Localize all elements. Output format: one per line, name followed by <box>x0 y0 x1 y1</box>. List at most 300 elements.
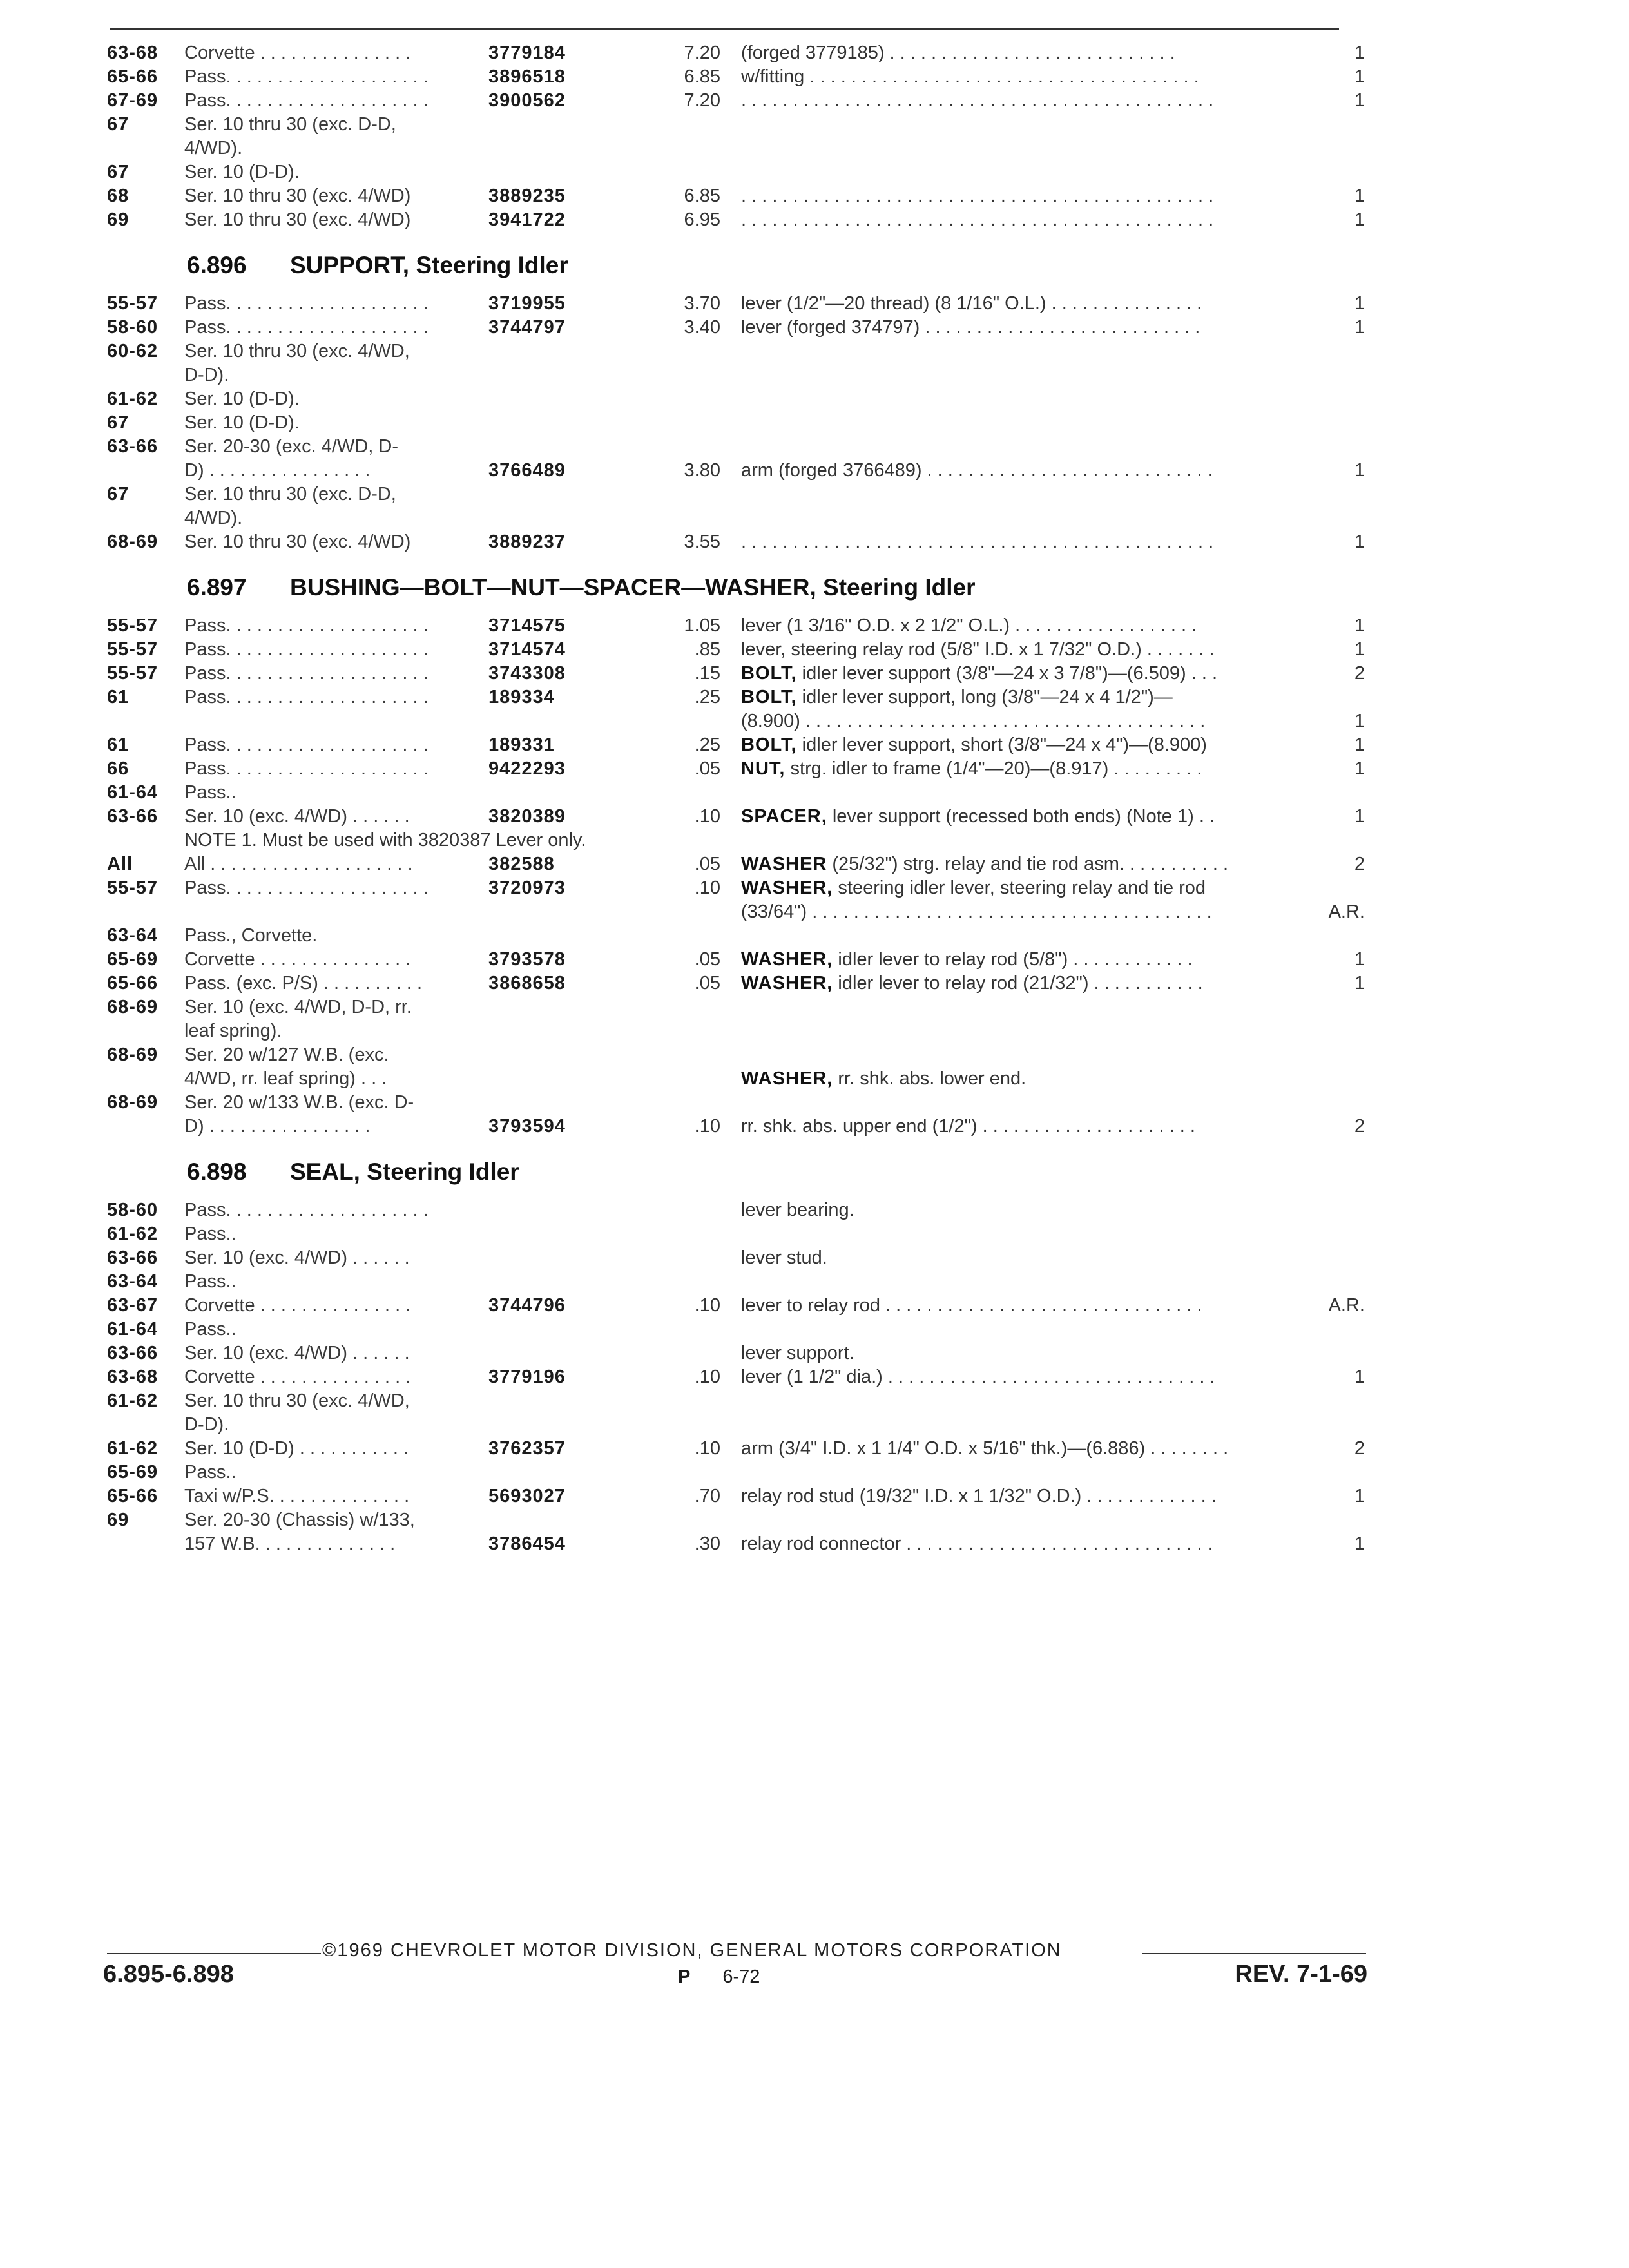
part-row <box>0 387 1629 410</box>
model-years: 55-57 <box>107 293 159 314</box>
part-row <box>0 1365 1629 1389</box>
part-number: 9422293 <box>488 758 566 779</box>
part-description <box>741 805 1315 828</box>
part-description <box>741 1532 1315 1555</box>
part-description <box>741 662 1315 685</box>
description-text: lever to relay rod . . . . . . . . . . . . . . . . . . . . . . . . . . . . . . . <box>741 1295 1202 1316</box>
part-description <box>741 184 1315 207</box>
model-application: Ser. 20-30 (exc. 4/WD, D- <box>184 436 398 457</box>
quantity: 2 <box>1354 1438 1365 1459</box>
description-text: lever (1 1/2" dia.) . . . . . . . . . . . . . . . . . . . . . . . . . . . . . . . . <box>741 1367 1215 1387</box>
description-text: (25/32") strg. relay and tie rod asm. . . . . . . . . . . <box>827 854 1229 874</box>
part-description <box>741 876 1315 899</box>
section-heading <box>187 1157 1476 1187</box>
description-text: steering idler lever, steering relay and tie rod <box>833 878 1206 898</box>
part-number: 382588 <box>488 854 555 874</box>
part-name: WASHER, <box>741 949 833 970</box>
part-price: .05 <box>694 973 720 994</box>
part-description <box>741 900 1315 923</box>
part-row <box>0 363 1629 387</box>
model-years: 67 <box>107 412 130 433</box>
quantity: A.R. <box>1328 901 1365 922</box>
description-text: w/fitting . . . . . . . . . . . . . . . . . . . . . . . . . . . . . . . . . . . . . . <box>741 66 1199 87</box>
section-title: SUPPORT, Steering Idler <box>290 252 568 278</box>
part-number: 3714574 <box>488 639 566 660</box>
part-row <box>0 662 1629 685</box>
part-price: .10 <box>694 1438 720 1459</box>
description-text: . . . . . . . . . . . . . . . . . . . . . . . . . . . . . . . . . . . . . . . . . . . . . . <box>741 186 1214 206</box>
model-application: Ser. 10 (D-D). <box>184 412 300 433</box>
model-years: 68-69 <box>107 997 159 1017</box>
model-years: 69 <box>107 209 130 230</box>
part-number: 3762357 <box>488 1438 566 1459</box>
model-years: 63-66 <box>107 436 159 457</box>
model-years: 63-68 <box>107 1367 159 1387</box>
part-row <box>0 160 1629 184</box>
part-description <box>741 972 1315 995</box>
part-price: 6.85 <box>684 66 720 87</box>
part-row <box>0 41 1629 64</box>
note-row <box>0 829 1629 852</box>
part-row <box>0 411 1629 434</box>
part-price: 3.80 <box>684 460 720 481</box>
description-text: lever support (recessed both ends) (Note 1) . . <box>827 806 1215 827</box>
page-num: 6-72 <box>722 1966 760 1987</box>
part-row <box>0 208 1629 231</box>
part-description <box>741 1365 1315 1389</box>
part-row <box>0 781 1629 804</box>
model-years: 63-66 <box>107 1343 159 1363</box>
model-application: D) . . . . . . . . . . . . . . . . <box>184 1116 371 1137</box>
part-description <box>741 208 1315 231</box>
part-row <box>0 924 1629 947</box>
part-price: .25 <box>694 735 720 755</box>
part-row <box>0 89 1629 112</box>
description-text: lever stud. <box>741 1247 827 1268</box>
quantity: 1 <box>1354 66 1365 87</box>
part-description <box>741 459 1315 482</box>
part-number: 3889237 <box>488 532 566 552</box>
part-description <box>741 733 1315 756</box>
part-row <box>0 530 1629 553</box>
model-years: 68-69 <box>107 1092 159 1113</box>
part-row <box>0 852 1629 876</box>
model-application: Pass.. <box>184 1224 236 1244</box>
part-row <box>0 1115 1629 1138</box>
model-years: 61-62 <box>107 1224 159 1244</box>
model-years: 67 <box>107 484 130 505</box>
model-application: Pass. . . . . . . . . . . . . . . . . . . . <box>184 758 429 779</box>
model-application: Pass. . . . . . . . . . . . . . . . . . . . <box>184 1200 429 1220</box>
model-years: 61-62 <box>107 389 159 409</box>
part-row <box>0 1270 1629 1293</box>
section-number: 6.897 <box>187 574 247 601</box>
model-application: Corvette . . . . . . . . . . . . . . . <box>184 1295 411 1316</box>
part-row <box>0 876 1629 899</box>
quantity: 1 <box>1354 615 1365 636</box>
model-application: Corvette . . . . . . . . . . . . . . . <box>184 1367 411 1387</box>
model-years: 65-66 <box>107 973 159 994</box>
part-description <box>741 1341 1315 1365</box>
model-application: Pass. . . . . . . . . . . . . . . . . . . . <box>184 663 429 684</box>
model-application: Ser. 10 (D-D) . . . . . . . . . . . <box>184 1438 409 1459</box>
part-row <box>0 1067 1629 1090</box>
model-years: 61-62 <box>107 1438 159 1459</box>
footer-rule-right <box>1142 1953 1366 1954</box>
part-description <box>741 1485 1315 1508</box>
model-years: 67 <box>107 162 130 182</box>
description-text: . . . . . . . . . . . . . . . . . . . . . . . . . . . . . . . . . . . . . . . . . . . . . . <box>741 209 1214 230</box>
quantity: 1 <box>1354 806 1365 827</box>
model-years: 65-66 <box>107 1486 159 1506</box>
part-row <box>0 1341 1629 1365</box>
model-years: 65-69 <box>107 949 159 970</box>
model-application: D-D). <box>184 365 229 385</box>
part-row <box>0 805 1629 828</box>
part-name: SPACER, <box>741 806 827 827</box>
part-number: 3743308 <box>488 663 566 684</box>
part-price: .10 <box>694 1295 720 1316</box>
model-years: 66 <box>107 758 130 779</box>
model-application: Ser. 10 (exc. 4/WD, D-D, rr. <box>184 997 412 1017</box>
quantity: 1 <box>1354 1533 1365 1554</box>
description-text: lever support. <box>741 1343 854 1363</box>
part-number: 5693027 <box>488 1486 566 1506</box>
part-number: 3766489 <box>488 460 566 481</box>
model-application: Ser. 10 (exc. 4/WD) . . . . . . <box>184 1343 410 1363</box>
model-years: 63-64 <box>107 925 159 946</box>
part-price: 3.40 <box>684 317 720 338</box>
model-years: 63-68 <box>107 43 159 63</box>
part-number: 3720973 <box>488 878 566 898</box>
model-application: 157 W.B. . . . . . . . . . . . . . <box>184 1533 396 1554</box>
description-text: idler lever support (3/8"—24 x 3 7/8")—(6.509) . . . <box>796 663 1218 684</box>
model-years: 61 <box>107 735 130 755</box>
part-row <box>0 483 1629 506</box>
part-description <box>741 686 1315 709</box>
model-application: All . . . . . . . . . . . . . . . . . . . . <box>184 854 413 874</box>
model-years: 65-69 <box>107 1462 159 1483</box>
part-name: WASHER, <box>741 973 833 994</box>
description-text: rr. shk. abs. upper end (1/2") . . . . . . . . . . . . . . . . . . . . . <box>741 1116 1195 1137</box>
model-years: 55-57 <box>107 639 159 660</box>
description-text: relay rod stud (19/32" I.D. x 1 1/32" O.D.) . . . . . . . . . . . . . <box>741 1486 1217 1506</box>
part-row <box>0 900 1629 923</box>
model-application: Pass., Corvette. <box>184 925 318 946</box>
description-text: (8.900) . . . . . . . . . . . . . . . . . . . . . . . . . . . . . . . . . . . . . . . <box>741 711 1206 731</box>
part-description <box>741 530 1315 553</box>
part-description <box>741 1294 1315 1317</box>
section-heading <box>187 572 1476 603</box>
model-application: Ser. 10 thru 30 (exc. 4/WD, <box>184 341 410 361</box>
quantity: 1 <box>1354 293 1365 314</box>
part-price: .05 <box>694 854 720 874</box>
quantity: 2 <box>1354 854 1365 874</box>
quantity: 2 <box>1354 663 1365 684</box>
section-range: 6.895-6.898 <box>103 1961 234 1988</box>
model-years: 68 <box>107 186 130 206</box>
part-row <box>0 733 1629 756</box>
model-application: Pass. . . . . . . . . . . . . . . . . . . . <box>184 878 429 898</box>
model-application: Pass. . . . . . . . . . . . . . . . . . . . <box>184 639 429 660</box>
quantity: 1 <box>1354 460 1365 481</box>
part-row <box>0 1413 1629 1436</box>
part-number: 3820389 <box>488 806 566 827</box>
quantity: 1 <box>1354 735 1365 755</box>
model-application: Pass. . . . . . . . . . . . . . . . . . . . <box>184 66 429 87</box>
model-years: 61-62 <box>107 1390 159 1411</box>
part-description <box>741 948 1315 971</box>
description-text: idler lever support, long (3/8"—24 x 4 1/2")— <box>796 687 1173 707</box>
part-number: 3900562 <box>488 90 566 111</box>
part-row <box>0 435 1629 458</box>
quantity: 1 <box>1354 317 1365 338</box>
model-application: Corvette . . . . . . . . . . . . . . . <box>184 949 411 970</box>
model-application: Ser. 20-30 (Chassis) w/133, <box>184 1510 415 1530</box>
model-application: Pass. . . . . . . . . . . . . . . . . . . . <box>184 293 429 314</box>
description-text: relay rod connector . . . . . . . . . . . . . . . . . . . . . . . . . . . . . . <box>741 1533 1213 1554</box>
part-price: .10 <box>694 878 720 898</box>
part-row <box>0 1485 1629 1508</box>
description-text: (33/64") . . . . . . . . . . . . . . . . . . . . . . . . . . . . . . . . . . . . . . . <box>741 901 1212 922</box>
part-row <box>0 1318 1629 1341</box>
part-price: .15 <box>694 663 720 684</box>
model-application: Ser. 10 thru 30 (exc. 4/WD) <box>184 532 411 552</box>
part-row <box>0 184 1629 207</box>
part-name: WASHER, <box>741 1068 833 1089</box>
part-price: .10 <box>694 1116 720 1137</box>
part-description <box>741 1198 1315 1222</box>
part-row <box>0 995 1629 1019</box>
model-years: 63-67 <box>107 1295 159 1316</box>
part-price: 6.85 <box>684 186 720 206</box>
part-number: 189331 <box>488 735 555 755</box>
part-row <box>0 1246 1629 1269</box>
part-row <box>0 972 1629 995</box>
model-application: Pass. (exc. P/S) . . . . . . . . . . <box>184 973 423 994</box>
model-application: 4/WD). <box>184 138 243 159</box>
model-years: 58-60 <box>107 317 159 338</box>
model-application: Pass. . . . . . . . . . . . . . . . . . . . <box>184 615 429 636</box>
part-price: 1.05 <box>684 615 720 636</box>
model-application: 4/WD, rr. leaf spring) . . . <box>184 1068 387 1089</box>
model-years: All <box>107 854 133 874</box>
model-years: 58-60 <box>107 1200 159 1220</box>
description-text: . . . . . . . . . . . . . . . . . . . . . . . . . . . . . . . . . . . . . . . . . . . . . . <box>741 90 1214 111</box>
description-text: lever bearing. <box>741 1200 854 1220</box>
quantity: 1 <box>1354 639 1365 660</box>
description-text: arm (3/4" I.D. x 1 1/4" O.D. x 5/16" thk.)—(6.886) . . . . . . . . <box>741 1438 1229 1459</box>
part-number: 3779196 <box>488 1367 566 1387</box>
description-text: rr. shk. abs. lower end. <box>833 1068 1027 1089</box>
model-application: Ser. 10 thru 30 (exc. 4/WD) <box>184 209 411 230</box>
description-text: (forged 3779185) . . . . . . . . . . . . . . . . . . . . . . . . . . . . <box>741 43 1175 63</box>
section-number: 6.896 <box>187 252 247 278</box>
model-application: Ser. 10 thru 30 (exc. D-D, <box>184 484 396 505</box>
part-description <box>741 1067 1315 1090</box>
part-row <box>0 686 1629 709</box>
part-description <box>741 316 1315 339</box>
revision-date: REV. 7-1-69 <box>1235 1961 1367 1988</box>
part-row <box>0 1508 1629 1532</box>
model-application: Pass.. <box>184 1319 236 1340</box>
quantity: A.R. <box>1328 1295 1365 1316</box>
quantity: 1 <box>1354 43 1365 63</box>
model-application: Ser. 10 (D-D). <box>184 389 300 409</box>
model-application: Ser. 10 (D-D). <box>184 162 300 182</box>
part-name: NUT, <box>741 758 786 779</box>
note-text: NOTE 1. Must be used with 3820387 Lever only. <box>184 830 586 850</box>
part-name: BOLT, <box>741 735 797 755</box>
part-row <box>0 1091 1629 1114</box>
part-row <box>0 113 1629 136</box>
section-title: BUSHING—BOLT—NUT—SPACER—WASHER, Steering Idler <box>290 574 976 601</box>
model-application: Ser. 10 thru 30 (exc. 4/WD, <box>184 1390 410 1411</box>
model-years: 63-64 <box>107 1271 159 1292</box>
model-years: 69 <box>107 1510 130 1530</box>
part-price: 6.95 <box>684 209 720 230</box>
part-price: 3.70 <box>684 293 720 314</box>
page-prefix: P <box>678 1966 691 1987</box>
part-row <box>0 1222 1629 1245</box>
quantity: 1 <box>1354 711 1365 731</box>
part-price: 7.20 <box>684 90 720 111</box>
part-description <box>741 292 1315 315</box>
copyright-line: ©1969 CHEVROLET MOTOR DIVISION, GENERAL MOTORS CORPORATION <box>322 1940 1062 1961</box>
model-years: 55-57 <box>107 878 159 898</box>
model-years: 65-66 <box>107 66 159 87</box>
part-description <box>741 65 1315 88</box>
part-description <box>741 638 1315 661</box>
model-application: Ser. 10 thru 30 (exc. D-D, <box>184 114 396 135</box>
model-application: D-D). <box>184 1414 229 1435</box>
model-years: 61-64 <box>107 782 159 803</box>
model-years: 68-69 <box>107 532 159 552</box>
part-row <box>0 1019 1629 1043</box>
part-name: BOLT, <box>741 687 797 707</box>
part-description <box>741 41 1315 64</box>
description-text: . . . . . . . . . . . . . . . . . . . . . . . . . . . . . . . . . . . . . . . . . . . . . . <box>741 532 1214 552</box>
part-number: 3793594 <box>488 1116 566 1137</box>
model-application: Pass.. <box>184 1271 236 1292</box>
part-row <box>0 292 1629 315</box>
part-price: 7.20 <box>684 43 720 63</box>
part-description <box>741 1437 1315 1460</box>
part-name: BOLT, <box>741 663 797 684</box>
part-number: 3889235 <box>488 186 566 206</box>
model-application: Pass.. <box>184 782 236 803</box>
part-number: 3744796 <box>488 1295 566 1316</box>
quantity: 1 <box>1354 186 1365 206</box>
model-application: 4/WD). <box>184 508 243 528</box>
model-application: leaf spring). <box>184 1021 282 1041</box>
part-price: 3.55 <box>684 532 720 552</box>
section-number: 6.898 <box>187 1158 247 1185</box>
part-row <box>0 638 1629 661</box>
page-number <box>678 1964 760 1990</box>
quantity: 2 <box>1354 1116 1365 1137</box>
model-application: Taxi w/P.S. . . . . . . . . . . . . . <box>184 1486 410 1506</box>
part-row <box>0 316 1629 339</box>
quantity: 1 <box>1354 973 1365 994</box>
description-text: idler lever to relay rod (21/32") . . . . . . . . . . . <box>833 973 1203 994</box>
model-application: Ser. 10 (exc. 4/WD) . . . . . . <box>184 806 410 827</box>
model-application: Pass. . . . . . . . . . . . . . . . . . . . <box>184 735 429 755</box>
part-row <box>0 709 1629 733</box>
model-application: Ser. 10 (exc. 4/WD) . . . . . . <box>184 1247 410 1268</box>
part-description <box>741 757 1315 780</box>
part-price: .10 <box>694 1367 720 1387</box>
model-application: Pass. . . . . . . . . . . . . . . . . . . . <box>184 317 429 338</box>
model-application: Ser. 20 w/127 W.B. (exc. <box>184 1044 389 1065</box>
description-text: idler lever support, short (3/8"—24 x 4")—(8.900) <box>796 735 1207 755</box>
part-row <box>0 614 1629 637</box>
quantity: 1 <box>1354 209 1365 230</box>
part-description <box>741 89 1315 112</box>
description-text: idler lever to relay rod (5/8") . . . . . . . . . . . . <box>833 949 1193 970</box>
part-number: 3941722 <box>488 209 566 230</box>
section-heading <box>187 250 1476 281</box>
description-text: lever (1 3/16" O.D. x 2 1/2" O.L.) . . . . . . . . . . . . . . . . . . <box>741 615 1197 636</box>
part-row <box>0 459 1629 482</box>
part-number: 3786454 <box>488 1533 566 1554</box>
section-title: SEAL, Steering Idler <box>290 1158 519 1185</box>
description-text: arm (forged 3766489) . . . . . . . . . . . . . . . . . . . . . . . . . . . . <box>741 460 1213 481</box>
model-years: 55-57 <box>107 615 159 636</box>
model-years: 67-69 <box>107 90 159 111</box>
part-row <box>0 1198 1629 1222</box>
part-row <box>0 65 1629 88</box>
model-years: 67 <box>107 114 130 135</box>
top-rule <box>110 28 1339 30</box>
part-price: .70 <box>694 1486 720 1506</box>
part-row <box>0 1389 1629 1412</box>
part-description <box>741 852 1315 876</box>
part-row <box>0 340 1629 363</box>
part-row <box>0 1532 1629 1555</box>
part-row <box>0 1294 1629 1317</box>
description-text: lever, steering relay rod (5/8" I.D. x 1 7/32" O.D.) . . . . . . . <box>741 639 1215 660</box>
description-text: lever (1/2"—20 thread) (8 1/16" O.L.) . . . . . . . . . . . . . . . <box>741 293 1202 314</box>
model-years: 61 <box>107 687 130 707</box>
part-number: 3868658 <box>488 973 566 994</box>
part-description <box>741 614 1315 637</box>
model-years: 60-62 <box>107 341 159 361</box>
model-years: 61-64 <box>107 1319 159 1340</box>
part-price: .30 <box>694 1533 720 1554</box>
model-years: 63-66 <box>107 1247 159 1268</box>
part-row <box>0 757 1629 780</box>
part-number: 3779184 <box>488 43 566 63</box>
model-application: Ser. 10 thru 30 (exc. 4/WD) <box>184 186 411 206</box>
part-price: .05 <box>694 758 720 779</box>
part-number: 3793578 <box>488 949 566 970</box>
part-description <box>741 709 1315 733</box>
part-row <box>0 506 1629 530</box>
footer-rule-left <box>107 1953 321 1954</box>
part-description <box>741 1115 1315 1138</box>
part-number: 3744797 <box>488 317 566 338</box>
quantity: 1 <box>1354 90 1365 111</box>
part-number: 3719955 <box>488 293 566 314</box>
part-row <box>0 948 1629 971</box>
model-application: Pass. . . . . . . . . . . . . . . . . . . . <box>184 687 429 707</box>
model-application: Pass.. <box>184 1462 236 1483</box>
quantity: 1 <box>1354 1367 1365 1387</box>
quantity: 1 <box>1354 1486 1365 1506</box>
part-price: .25 <box>694 687 720 707</box>
model-years: 63-66 <box>107 806 159 827</box>
